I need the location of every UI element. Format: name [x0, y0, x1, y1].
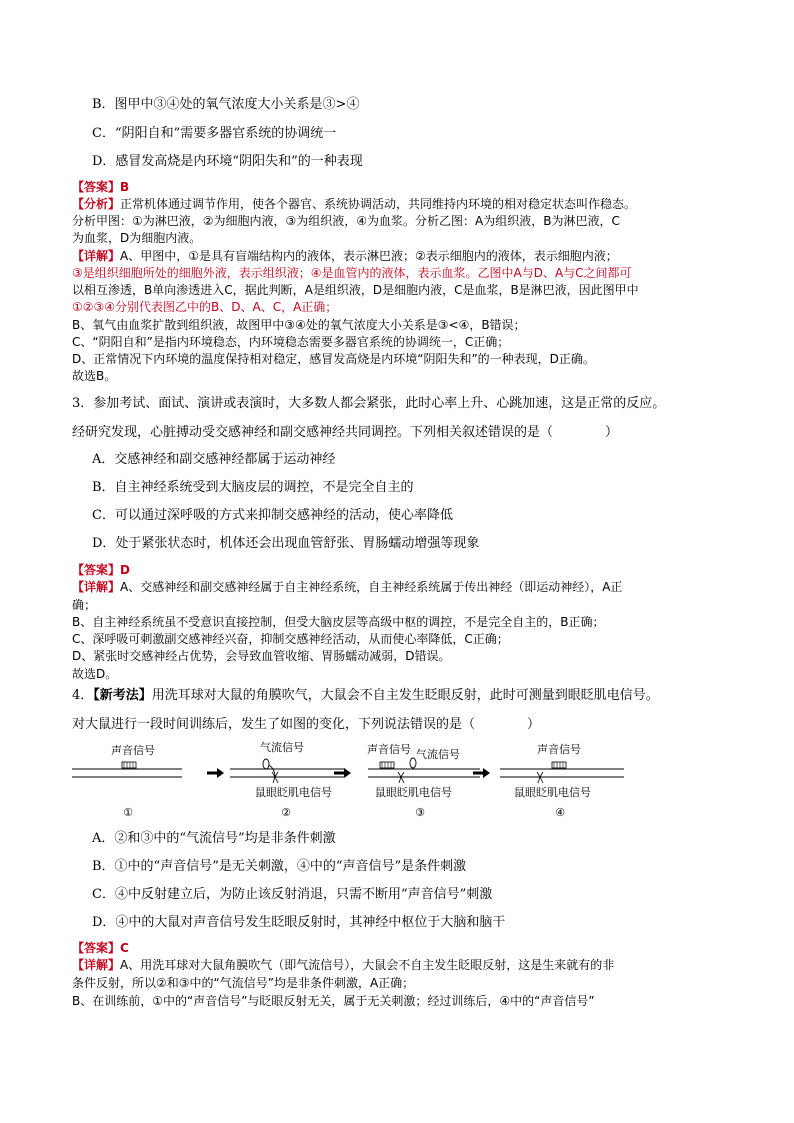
answer-tag: 【答案】	[72, 563, 121, 577]
arrow-icon	[217, 768, 224, 778]
detail-text: A、甲图中，①是具有盲端结构内的液体，表示淋巴液；②表示细胞内的液体，表示细胞内液；	[120, 249, 618, 263]
q3-stem-line: 经研究发现，心脏搏动受交感神经和副交感神经共同调控。下列相关叙述错误的是（ ）	[72, 425, 619, 440]
signal-label: 鼠眼眨肌电信号	[514, 786, 591, 799]
q2-detail-line: ①②③④分别代表图乙中的B、D、A、C，A正确；	[72, 300, 338, 314]
detail-tag: 【详解】	[72, 249, 121, 263]
signal-label: 声音信号	[111, 744, 155, 757]
q4-option-d: D．④中的大鼠对声音信号发生眨眼反射时，其神经中枢位于大脑和脑干	[92, 915, 506, 930]
q2-detail-line: C、“阴阳自和”是指内环境稳态，内环境稳态需要多器官系统的协调统一，C正确；	[72, 335, 510, 349]
q4-option-a: A．②和③中的“气流信号”均是非条件刺激	[92, 831, 336, 846]
q2-detail-line	[72, 249, 618, 264]
q3-detail-line: 确；	[72, 598, 97, 612]
q2-option-c: C．“阴阳自和”需要多器官系统的协调统一	[92, 126, 337, 141]
signal-label: 气流信号	[260, 741, 304, 754]
q4-figure	[70, 738, 630, 822]
analysis-text: 正常机体通过调节作用，使各个器官、系统协调活动，共同维持内环境的相对稳定状态叫作稳态。	[120, 197, 637, 211]
figure-panel-2	[230, 740, 345, 819]
panel-number: ④	[555, 806, 565, 819]
arrow-icon	[483, 768, 490, 778]
answer-letter: D	[120, 563, 130, 577]
air-bulb-icon	[263, 759, 269, 769]
q3-stem-line: 3．参加考试、面试、演讲或表演时，大多数人都会紧张，此时心率上升、心跳加速，这是正常的反应。	[72, 396, 666, 411]
panel-number: ③	[415, 806, 425, 819]
signal-label: 鼠眼眨肌电信号	[375, 786, 452, 799]
q3-answer	[72, 563, 130, 578]
q2-analysis-line: 分析甲图：①为淋巴液，②为细胞内液，③为组织液，④为血浆。分析乙图：A为组织液，B为淋巴液，C	[72, 214, 620, 228]
signal-label: 声音信号	[537, 743, 581, 756]
answer-letter: C	[120, 941, 129, 955]
detail-tag: 【详解】	[72, 958, 121, 972]
q3-detail-line	[72, 580, 622, 595]
q2-option-b: B．图甲中③④处的氧气浓度大小关系是③>④	[92, 97, 360, 112]
q2-detail-line: B、氧气由血浆扩散到组织液，故图甲中③④处的氧气浓度大小关系是③<④，B错误；	[72, 318, 526, 332]
analysis-tag: 【分析】	[72, 197, 121, 211]
q2-answer	[72, 180, 129, 195]
panel-number: ①	[123, 806, 133, 819]
detail-text: A、交感神经和副交感神经属于自主神经系统，自主神经系统属于传出神经（即运动神经），A正	[120, 580, 623, 594]
q3-option-d: D．处于紧张状态时，机体还会出现血管舒张、胃肠蠕动增强等现象	[92, 536, 480, 551]
signal-label: 鼠眼眨肌电信号	[255, 786, 332, 799]
new-method-tag: 【新考法】	[93, 688, 152, 703]
q4-detail-line	[72, 958, 614, 973]
q4-stem-line	[72, 688, 659, 704]
answer-tag: 【答案】	[72, 180, 121, 194]
q3-detail-line: B、自主神经系统虽不受意识直接控制，但受大脑皮层等高级中枢的调控，不是完全自主的，B正确；	[72, 615, 605, 629]
figure-panel-3	[367, 742, 480, 819]
q3-detail-line: 故选D。	[72, 667, 118, 681]
figure-panel-4	[500, 742, 624, 819]
q4-answer	[72, 941, 129, 956]
q4-detail-line: B、在训练前，①中的“声音信号”与眨眼反射无关，属于无关刺激；经过训练后，④中的“声音信号”	[72, 994, 595, 1008]
q3-option-b: B．自主神经系统受到大脑皮层的调控，不是完全自主的	[92, 480, 414, 495]
detail-tag: 【详解】	[72, 580, 121, 594]
q3-option-a: A．交感神经和副交感神经都属于运动神经	[92, 452, 336, 467]
q2-analysis-line: 为血浆，D为细胞内液。	[72, 231, 202, 245]
detail-text: A、用洗耳球对大鼠角膜吹气（即气流信号），大鼠会不自主发生眨眼反射，这是生来就有的非	[120, 958, 615, 972]
answer-tag: 【答案】	[72, 941, 121, 955]
figure-panel-1	[72, 743, 182, 819]
q3-detail-line: C、深呼吸可刺激副交感神经兴奋，抑制交感神经活动，从而使心率降低，C正确；	[72, 632, 509, 646]
question-number: 4．	[72, 688, 94, 703]
panel-number: ②	[281, 806, 291, 819]
q2-option-d: D．感冒发高烧是内环境“阴阳失和”的一种表现	[92, 154, 363, 169]
q3-option-c: C．可以通过深呼吸的方式来抑制交感神经的活动，使心率降低	[92, 508, 453, 523]
signal-label: 气流信号	[416, 748, 460, 761]
q2-detail-line: D、正常情况下内环境的温度保持相对稳定，感冒发高烧是内环境“阴阳失和”的一种表现，D正确。	[72, 352, 595, 366]
q2-detail-line: 以相互渗透，B单向渗透进入C，据此判断，A是组织液，D是细胞内液，C是血浆，B是淋巴液，因此图甲中	[72, 283, 639, 297]
q3-detail-line: D、紧张时交感神经占优势，会导致血管收缩、胃肠蠕动减弱，D错误。	[72, 649, 451, 663]
q4-option-c: C．④中反射建立后，为防止该反射消退，只需不断用“声音信号”刺激	[92, 887, 493, 902]
answer-letter: B	[120, 180, 130, 194]
q2-analysis-line	[72, 197, 636, 212]
arrow-icon	[344, 768, 351, 778]
q4-option-b: B．①中的“声音信号”是无关刺激，④中的“声音信号”是条件刺激	[92, 859, 467, 874]
q4-stem-line: 对大鼠进行一段时间训练后，发生了如图的变化，下列说法错误的是（ ）	[72, 717, 541, 732]
signal-label: 声音信号	[367, 743, 411, 756]
q4-stem-text: 用洗耳球对大鼠的角膜吹气，大鼠会不自主发生眨眼反射，此时可测量到眼眨肌电信号。	[151, 688, 659, 703]
q2-detail-line: 故选B。	[72, 369, 117, 383]
q4-detail-line: 条件反射，所以②和③中的“气流信号”均是非条件刺激，A正确；	[72, 976, 415, 990]
q2-detail-line: ③是组织细胞所处的细胞外液，表示组织液；④是血管内的液体，表示血浆。乙图中A与D、A与C之间都可	[72, 266, 632, 280]
